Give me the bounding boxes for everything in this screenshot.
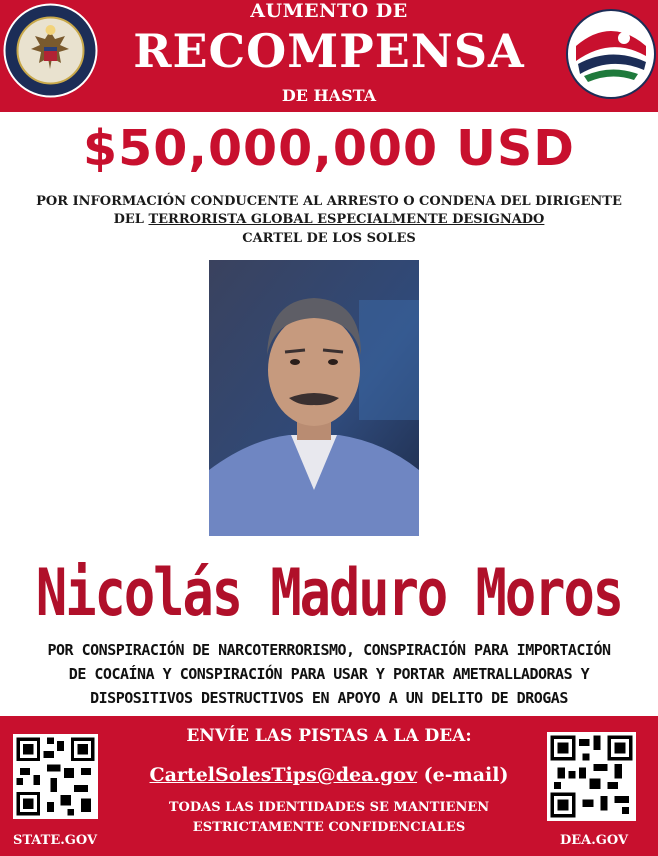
tips-email-suffix: (e-mail) [417,764,509,786]
dea-logo-icon [566,6,656,102]
state-gov-qr-code-icon[interactable] [13,734,98,819]
info-line-2-prefix: DEL [113,212,149,227]
confidential-note-2: ESTRICTAMENTE CONFIDENCIALES [192,820,466,835]
charges-line-1: POR CONSPIRACIÓN DE NARCOTERRORISMO, CONSPIRACIÓN PARA IMPORTACIÓN [47,641,611,659]
charges-line-3: DISPOSITIVOS DESTRUCTIVOS EN APOYO A UN DELITO DE DROGAS [90,689,568,707]
subject-name: Nicolás Maduro Moros [35,556,623,631]
portrait-photo [209,260,419,536]
header-banner [0,0,658,112]
portrait-photo-icon [209,260,419,536]
confidential-note-1: TODAS LAS IDENTIDADES SE MANTIENEN [168,800,490,815]
info-line-2 [20,212,638,227]
charges-line-2: DE COCAÍNA Y CONSPIRACIÓN PARA USAR Y PORTAR AMETRALLADORAS Y [68,665,590,683]
header-line-3: DE HASTA [281,86,377,105]
dea-gov-label: DEA.GOV [559,833,629,848]
info-line-2-designation: TERRORISTA GLOBAL ESPECIALMENTE DESIGNADO [148,212,545,227]
tips-email-link[interactable]: CartelSolesTips@dea.gov [149,764,418,786]
info-line-3: CARTEL DE LOS SOLES [242,231,416,246]
header-line-1: AUMENTO DE [250,0,408,22]
tips-label: ENVÍE LAS PISTAS A LA DEA: [186,726,472,746]
tips-email [100,764,558,786]
state-gov-label: STATE.GOV [12,833,98,848]
footer-banner [0,716,658,856]
header-title: RECOMPENSA [133,24,525,78]
info-line-1: POR INFORMACIÓN CONDUCENTE AL ARRESTO O CONDENA DEL DIRIGENTE [36,194,622,209]
reward-amount: $50,000,000 USD [83,120,575,177]
dea-gov-qr-code-icon[interactable] [547,732,636,821]
department-of-state-seal-icon [3,3,98,98]
